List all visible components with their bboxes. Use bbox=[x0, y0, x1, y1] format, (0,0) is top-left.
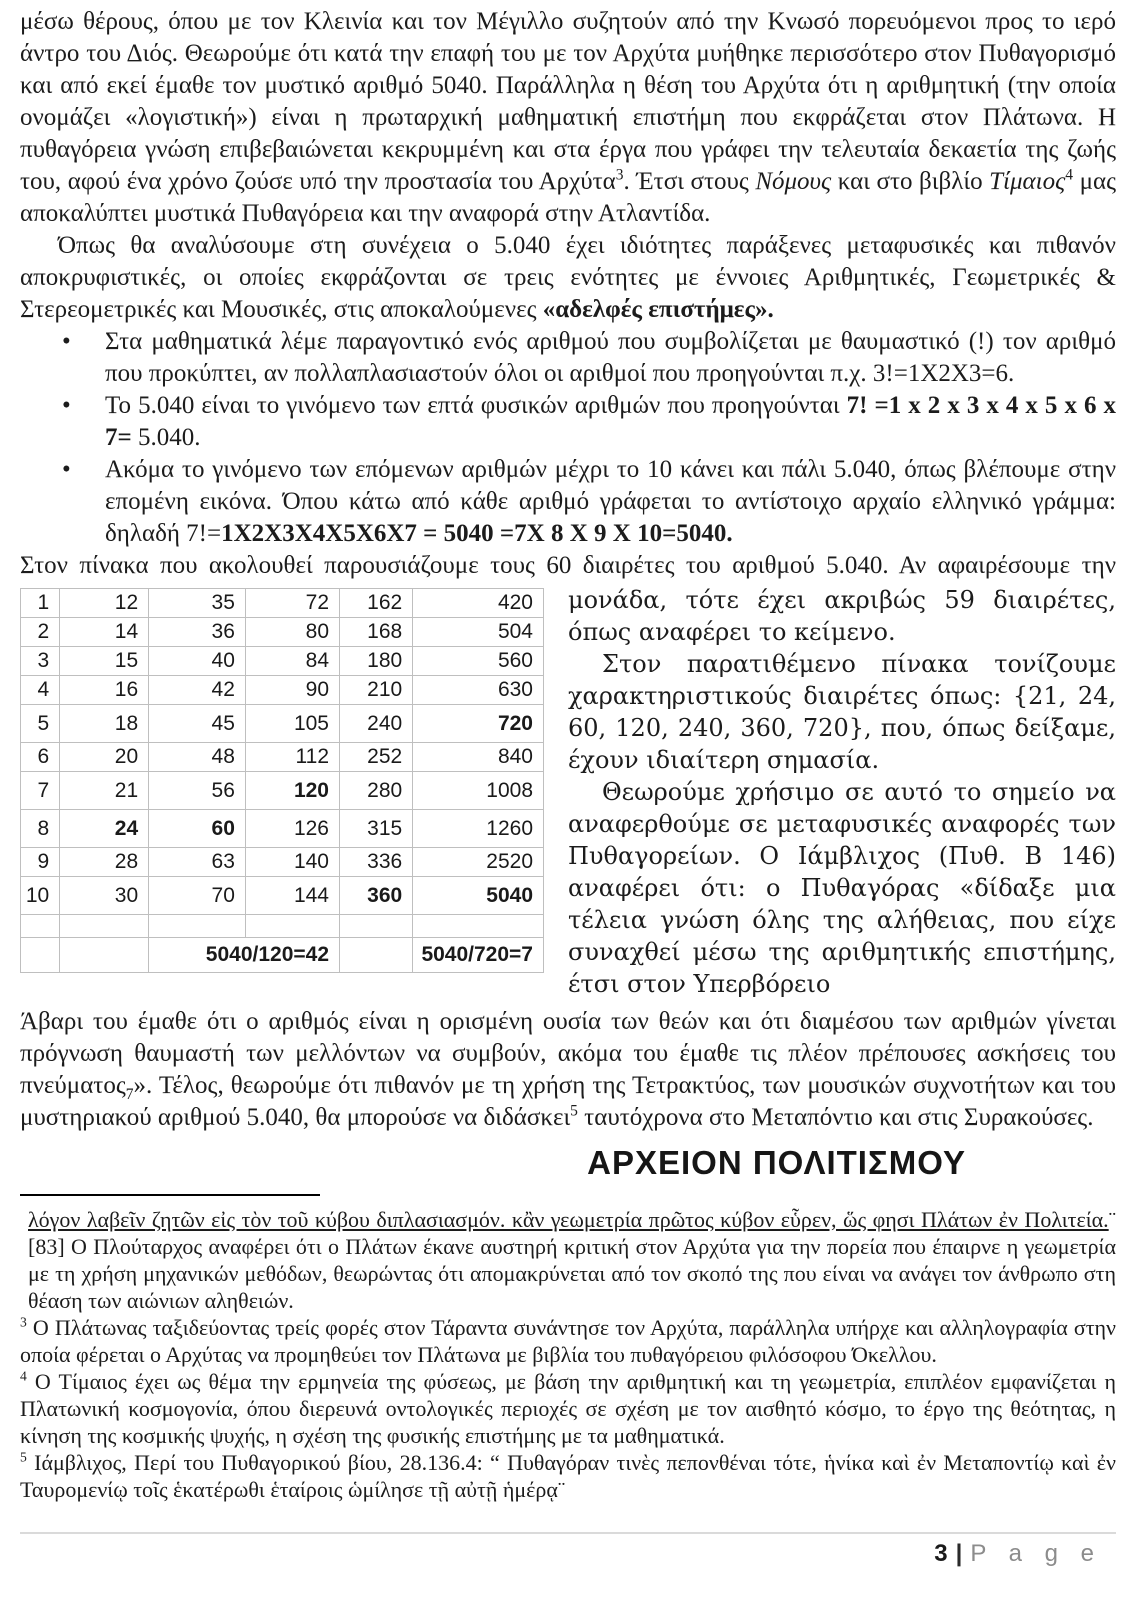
table-cell: 630 bbox=[413, 676, 544, 705]
table-cell: 560 bbox=[413, 647, 544, 676]
table-cell: 48 bbox=[149, 743, 246, 772]
table-cell: 16 bbox=[60, 676, 149, 705]
text-segment: 1X2X3X4X5X6X7 = 5040 =7X 8 X 9 X 10=5040. bbox=[221, 520, 733, 547]
text-segment: 5 bbox=[20, 1449, 27, 1465]
text-segment: 3 bbox=[20, 1314, 27, 1330]
table-cell: 420 bbox=[413, 589, 544, 618]
footnote-4 bbox=[20, 1368, 1116, 1449]
footnotes-section bbox=[20, 1206, 1116, 1503]
table-row bbox=[21, 705, 544, 743]
table-row bbox=[21, 618, 544, 647]
text-segment: Τίμαιος bbox=[989, 168, 1066, 195]
table-cell: 80 bbox=[245, 618, 339, 647]
table-cell: 10 bbox=[21, 877, 60, 915]
table-cell: 12 bbox=[60, 589, 149, 618]
bullet-list bbox=[20, 326, 1116, 550]
footer-text bbox=[20, 1540, 1116, 1568]
table-row bbox=[21, 915, 544, 938]
table-cell: 90 bbox=[245, 676, 339, 705]
table-cell: 5 bbox=[21, 705, 60, 743]
table-cell: 2520 bbox=[413, 848, 544, 877]
wrap-paragraph-2: Στον παρατιθέμενο πίνακα τονίζουμε χαρακτηριστικούς διαιρέτες όπως: {21, 24, 60, 120, 240, 360, 720}, που, όπως δείξαμε, έχουν ιδιαίτερη σημασία. bbox=[568, 650, 1116, 774]
table-cell: 56 bbox=[149, 772, 246, 810]
page-footer bbox=[20, 1532, 1116, 1568]
bullet-item-product-7 bbox=[20, 390, 1116, 454]
table-cell: 63 bbox=[149, 848, 246, 877]
table-cell: 720 bbox=[413, 705, 544, 743]
table-cell: 168 bbox=[340, 618, 413, 647]
table-cell: 20 bbox=[60, 743, 149, 772]
table-cell: 45 bbox=[149, 705, 246, 743]
table-cell: 9 bbox=[21, 848, 60, 877]
table-cell: 35 bbox=[149, 589, 246, 618]
text-segment: 5.040. bbox=[131, 424, 201, 451]
table-cell: 336 bbox=[340, 848, 413, 877]
text-segment: 7! =1 x 2 x 3 x 4 x 5 x 6 x 7= bbox=[105, 392, 1116, 451]
table-cell bbox=[245, 915, 339, 938]
table-intro: Στον πίνακα που ακολουθεί παρουσιάζουμε τους 60 διαιρέτες του αριθμού 5.040. Αν αφαιρέσουμε την bbox=[20, 552, 1116, 579]
text-segment: Ο Τίμαιος έχει ως θέμα την ερμηνεία της φύσεως, με βάση την αριθμητική και τη γεωμετρία, επιπλέον εμφανίζεται η Πλατωνική κοσμογονία, όπου διερευνά οντολογικές περιοχές σε σχέση με τον αισθητό κόσμο, το έργο της θεότητας, η κίνηση της κοσμικής ψυχής, η σχέση της φυσικής επιστήμης με τα μαθηματικά. bbox=[20, 1369, 1116, 1448]
table-row bbox=[21, 772, 544, 810]
text-segment: Ιάμβλιχος, Περί του Πυθαγορικού βίου, 28.136.4: “ Πυθαγόραν τινὲς πεπονθέναι τότε, ἡνίκα καὶ ἐν Μεταποντίῳ καὶ ἐν Ταυρομενίῳ τοῖς ἑκατέρωθι ἑταίροις ὡμίλησε τῇ αὐτῇ ἡμέρᾳ¨ bbox=[20, 1450, 1116, 1502]
table-cell: 504 bbox=[413, 618, 544, 647]
table-cell: 4 bbox=[21, 676, 60, 705]
paragraph-2 bbox=[20, 230, 1116, 326]
table-cell: 315 bbox=[340, 810, 413, 848]
footnote-5 bbox=[20, 1449, 1116, 1503]
table-cell bbox=[149, 915, 246, 938]
table-cell: 40 bbox=[149, 647, 246, 676]
table-cell: 3 bbox=[21, 647, 60, 676]
text-segment: Ακόμα το γινόμενο των επόμενων αριθμών μέχρι το 10 κάνει και πάλι 5.040, όπως βλέπουμε στην επομένη εικόνα. Όπου κάτω από κάθε αριθμό γράφεται το αντίστοιχο αρχαίο ελληνικό γράμμα: δηλαδή 7!= bbox=[105, 456, 1116, 547]
table-cell: 28 bbox=[60, 848, 149, 877]
page-number: 3 bbox=[934, 1540, 948, 1567]
table-cell: 24 bbox=[60, 810, 149, 848]
table-row bbox=[21, 848, 544, 877]
table-cell: 8 bbox=[21, 810, 60, 848]
table-row bbox=[21, 743, 544, 772]
table-cell: 162 bbox=[340, 589, 413, 618]
table-row bbox=[21, 676, 544, 705]
table-cell: 21 bbox=[60, 772, 149, 810]
table-row bbox=[21, 877, 544, 915]
text-segment: Ο Πλάτωνας ταξιδεύοντας τρείς φορές στον Τάραντα συνάντησε τον Αρχύτα, παράλληλα υπήρχε και αλληλογραφία στην οποία φέρεται ο Αρχύτας να προμηθεύει τον Πλάτωνα με βιβλία του πυθαγόρειου φιλόσοφου Όκελλου. bbox=[20, 1315, 1116, 1367]
page-number-divider: | bbox=[955, 1540, 963, 1567]
table-cell: 60 bbox=[149, 810, 246, 848]
divisors-table bbox=[20, 588, 544, 973]
footer-rule bbox=[20, 1532, 1116, 1534]
table-cell: 5040 bbox=[413, 877, 544, 915]
table-cell bbox=[413, 915, 544, 938]
table-cell: 140 bbox=[245, 848, 339, 877]
footnote-3 bbox=[20, 1314, 1116, 1368]
text-segment: και στο βιβλίο bbox=[831, 168, 990, 195]
table-cell: 18 bbox=[60, 705, 149, 743]
table-cell: 1 bbox=[21, 589, 60, 618]
text-segment: ταυτόχρονα στο Μεταπόντιο και στις Συρακούσες. bbox=[577, 1104, 1094, 1131]
table-cell: 210 bbox=[340, 676, 413, 705]
text-segment: 3 bbox=[615, 166, 624, 184]
table-cell bbox=[60, 915, 149, 938]
table-cell bbox=[340, 938, 413, 973]
text-segment: μας αποκαλύπτει μυστικά Πυθαγόρεια και την αναφορά στην Ατλαντίδα. bbox=[20, 168, 1116, 227]
table-cell: 42 bbox=[149, 676, 246, 705]
table-cell: 14 bbox=[60, 618, 149, 647]
table-row bbox=[21, 810, 544, 848]
table-cell: 126 bbox=[245, 810, 339, 848]
text-segment: 7 bbox=[125, 1086, 134, 1103]
text-segment: λόγον λαβεῖν ζητῶν εἰς τὸν τοῦ κύβου διπλασιασμόν. κἂν γεωμετρία πρῶτος κύβον εὗρεν, ὥς φησι Πλάτων ἐν Πολιτεία. bbox=[28, 1207, 1109, 1232]
text-segment: «αδελφές επιστήμες». bbox=[542, 296, 774, 323]
table-cell: 70 bbox=[149, 877, 246, 915]
footnote-continuation bbox=[20, 1206, 1116, 1314]
table-cell: 120 bbox=[245, 772, 339, 810]
footnote-separator bbox=[20, 1194, 320, 1196]
text-segment: ». Τέλος, θεωρούμε ότι πιθανόν με τη χρήση της Τετρακτύος, των μουσικών συχνοτήτων και του μυστηριακού αριθμού 5.040, θα μπορούσε να διδάσκει bbox=[20, 1072, 1116, 1131]
page-label: P a g e bbox=[970, 1540, 1102, 1567]
table-cell: 252 bbox=[340, 743, 413, 772]
table-cell: 6 bbox=[21, 743, 60, 772]
site-heading: ΑΡΧΕΙΟΝ ΠΟΛΙΤΙΣΜΟΥ bbox=[587, 1144, 966, 1181]
wrap-paragraph-1: μονάδα, τότε έχει ακριβώς 59 διαιρέτες, όπως αναφέρει το κείμενο. bbox=[568, 586, 1116, 646]
table-row bbox=[21, 938, 544, 973]
text-segment: Το 5.040 είναι το γινόμενο των επτά φυσικών αριθμών που προηγούνται bbox=[105, 392, 847, 419]
table-cell bbox=[340, 915, 413, 938]
table-cell: 112 bbox=[245, 743, 339, 772]
table-cell: 2 bbox=[21, 618, 60, 647]
table-cell bbox=[21, 938, 60, 973]
wrap-paragraph-3: Θεωρούμε χρήσιμο σε αυτό το σημείο να αναφερθούμε σε μεταφυσικές αναφορές των Πυθαγορείων. Ο Ιάμβλιχος (Πυθ. Β 146) αναφέρει ότι: ο Πυθαγόρας «δίδαξε μια τέλεια γνώση όλης της αλήθειας, που είχε συναχθεί μέσω της αριθμητικής επιστήμης, έτσι στον Υπερβόρειο bbox=[568, 778, 1116, 998]
table-cell: 1260 bbox=[413, 810, 544, 848]
table-row bbox=[21, 647, 544, 676]
table-cell: 144 bbox=[245, 877, 339, 915]
table-cell bbox=[60, 938, 149, 973]
table-cell: 1008 bbox=[413, 772, 544, 810]
table-cell: 360 bbox=[340, 877, 413, 915]
text-segment: 4 bbox=[20, 1368, 27, 1384]
continuation-paragraph bbox=[20, 1000, 1116, 1134]
text-segment: 4 bbox=[1065, 166, 1074, 184]
table-row bbox=[21, 589, 544, 618]
table-cell: 280 bbox=[340, 772, 413, 810]
table-cell: 180 bbox=[340, 647, 413, 676]
paragraph-1 bbox=[20, 6, 1116, 230]
table-cell: 30 bbox=[60, 877, 149, 915]
table-cell: 5040/120=42 bbox=[149, 938, 340, 973]
table-cell: 36 bbox=[149, 618, 246, 647]
table-cell: 5040/720=7 bbox=[413, 938, 544, 973]
table-cell: 105 bbox=[245, 705, 339, 743]
bullet-item-factorial bbox=[20, 326, 1116, 390]
text-segment: . Έτσι στους bbox=[623, 168, 756, 195]
text-segment: Νόμους bbox=[755, 168, 832, 195]
table-cell: 7 bbox=[21, 772, 60, 810]
table-and-text-section bbox=[20, 584, 1116, 1134]
table-cell: 72 bbox=[245, 589, 339, 618]
table-cell: 15 bbox=[60, 647, 149, 676]
table-cell bbox=[21, 915, 60, 938]
bullet-item-product-10 bbox=[20, 454, 1116, 550]
text-segment: Στα μαθηματικά λέμε παραγοντικό ενός αριθμού που συμβολίζεται με θαυμαστικό (!) τον αριθμό που προκύπτει, αν πολλαπλασιαστούν όλοι οι αριθμοί που προηγούνται π.χ. 3!=1X2X3=6. bbox=[105, 328, 1116, 387]
text-segment: 5 bbox=[570, 1102, 578, 1120]
text-segment: Άβαρι του έμαθε ότι ο αριθμός είναι η ορισμένη ουσία των θεών και ότι διαμέσου των αριθμών γίνεται πρόγνωση θαυμαστή των μελλόντων να συμβούν, ακόμα του έμαθε τις πλέον πρέπουσες ασκήσεις του πνεύματος bbox=[20, 1008, 1116, 1099]
table-cell: 840 bbox=[413, 743, 544, 772]
table-cell: 84 bbox=[245, 647, 339, 676]
text-segment: μέσω θέρους, όπου με τον Κλεινία και τον Μέγιλλο συζητούν από την Κνωσό πορευόμενοι προς το ιερό άντρο του Διός. Θεωρούμε ότι κατά την επαφή του με τον Αρχύτα μυήθηκε περισσότερο στον Πυθαγορισμό και από εκεί έμαθε τον μυστικό αριθμό 5040. Παράλληλα η θέση του Αρχύτα ότι η αριθμητική (την οποία ονομάζει «λογιστική») είναι η πρωταρχική μαθηματική επιστήμη που εκφράζεται στον Πλάτωνα. Η πυθαγόρεια γνώση επιβεβαιώνεται κεκρυμμένη και στα έργα που γράφει την τελευταία δεκαετία της ζωής του, αφού ένα χρόνο ζούσε υπό την προστασία του Αρχύτα bbox=[20, 8, 1116, 195]
text-segment: Όπως θα αναλύσουμε στη συνέχεια ο 5.040 έχει ιδιότητες παράξενες μεταφυσικές και πιθανόν αποκρυφιστικές, οι οποίες εκφράζονται σε τρεις ενότητες με έννοιες Αριθμητικές, Γεωμετρικές & Στερεομετρικές και Μουσικές, στις αποκαλούμενες bbox=[20, 232, 1116, 323]
table-cell: 240 bbox=[340, 705, 413, 743]
text-segment: ¨ [83] Ο Πλούταρχος αναφέρει ότι ο Πλάτων έκανε αυστηρή κριτική στον Αρχύτα για την πορεία που έπαιρνε η γεωμετρία με τη χρήση μηχανικών μεθόδων, θεωρώντας ότι απομακρύνεται από τον σκοπό της που είναι να ανάγει τον άνθρωπο στη θέαση των αιώνιων αληθειών. bbox=[28, 1207, 1116, 1313]
